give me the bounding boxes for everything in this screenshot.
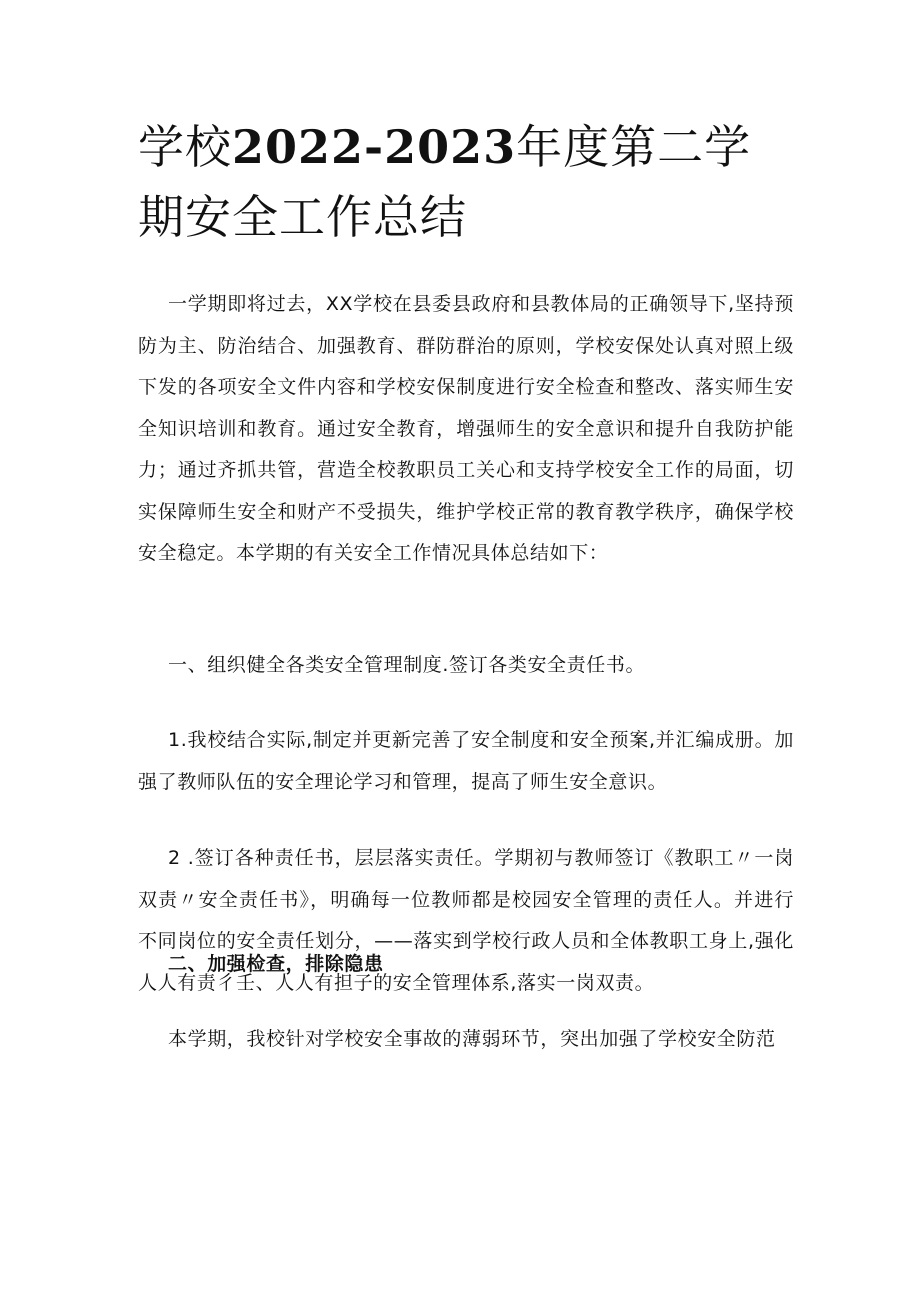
title-part2: 年度第二学期安全工作总结 — [138, 120, 752, 244]
section-two-paragraph: 本学期，我校针对学校安全事故的薄弱环节，突出加强了学校安全防范 — [168, 1028, 776, 1050]
section-one-heading: 一、组织健全各类安全管理制度.签订各类安全责任书。 — [168, 654, 646, 676]
section-two-heading: 二、加强检查，排除隐患 — [168, 953, 384, 975]
document-title — [138, 112, 798, 252]
title-part1: 学校 — [138, 120, 232, 174]
intro-paragraph: 一学期即将过去，XX学校在县委县政府和县教体局的正确领导下,坚持预防为主、防治结合、加强教育、群防群治的原则，学校安保处认真对照上级下发的各项安全文件内容和学校安保制度进行安全检查和整改、落实师生安全知识培训和教育。通过安全教育，增强师生的安全意识和提升自我防护能力；通过齐抓共管，营造全校教职员工关心和支持学校安全工作的局面，切实保障师生安全和财产不受损失，维护学校正常的教育教学秩序，确保学校安全稳定。本学期的有关安全工作情况具体总结如下： — [138, 293, 794, 564]
section-one-item-2: 2 .签订各种责任书，层层落实责任。学期初与教师签订《教职工〃一岗双责〃安全责任书》，明确每一位教师都是校园安全管理的责任人。并进行不同岗位的安全责任划分，——落实到学校行政人员和全体教职工身上,强化人人有责彳壬、人人有担子的安全管理体系,落实一岗双责。 — [138, 847, 794, 994]
section-one-item-1: 1.我校结合实际,制定并更新完善了安全制度和安全预案,并汇编成册。加强了教师队伍的安全理论学习和管理，提高了师生安全意识。 — [138, 729, 794, 793]
title-years: 2022-2023 — [232, 120, 517, 174]
